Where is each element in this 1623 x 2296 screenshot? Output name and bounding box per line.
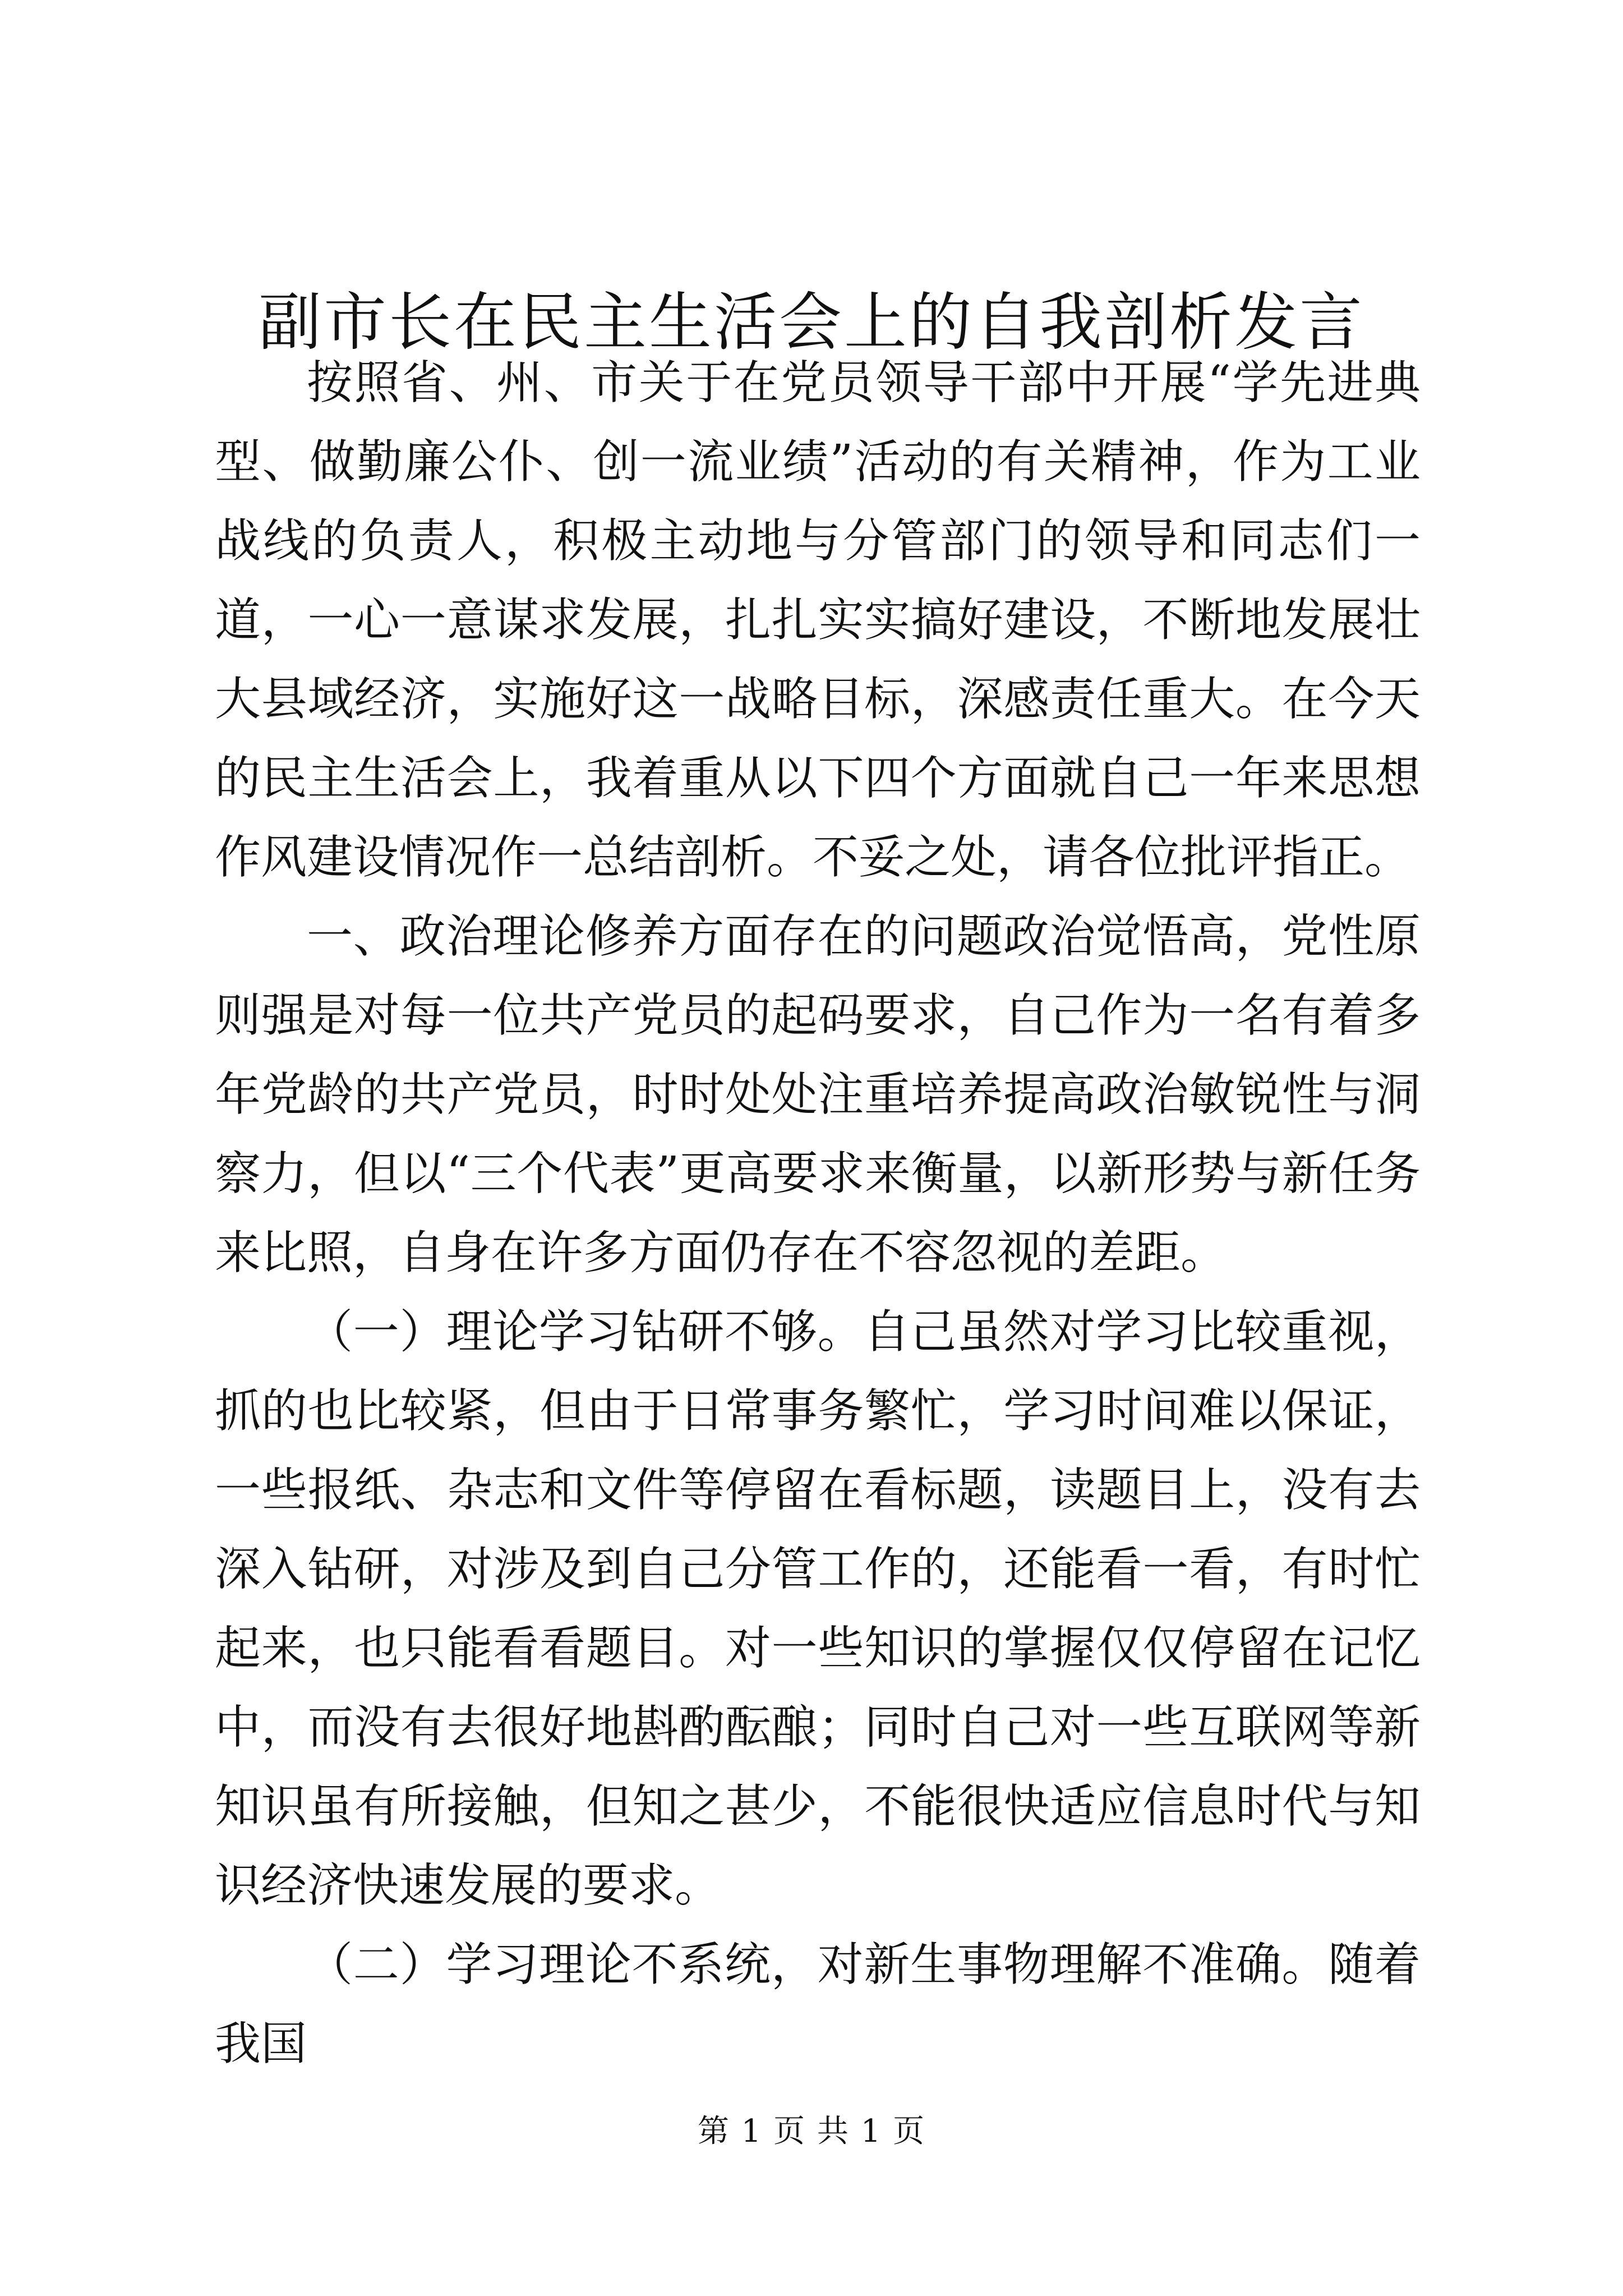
document-body: [215, 343, 1421, 2083]
paragraph-section-1: 一、政治理论修养方面存在的问题政治觉悟高，党性原则强是对每一位共产党员的起码要求，自己作为一名有着多年党龄的共产党员，时时处处注重培养提高政治敏锐性与洞察力，但以“三个代表”更高要求来衡量，以新形势与新任务来比照，自身在许多方面仍存在不容忽视的差距。: [215, 910, 1421, 1280]
paragraph-subsection-1: （一）理论学习钻研不够。自己虽然对学习比较重视，抓的也比较紧，但由于日常事务繁忙，学习时间难以保证，一些报纸、杂志和文件等停留在看标题，读题目上，没有去深入钻研，对涉及到自己分管工作的，还能看一看，有时忙起来，也只能看看题目。对一些知识的掌握仅仅停留在记忆中，而没有去很好地斟酌酝酿；同时自己对一些互联网等新知识虽有所接触，但知之甚少，不能很快适应信息时代与知识经济快速发展的要求。: [215, 1305, 1421, 1912]
paragraph-intro: 按照省、州、市关于在党员领导干部中开展“学先进典型、做勤廉公仆、创一流业绩”活动的有关精神，作为工业战线的负责人，积极主动地与分管部门的领导和同志们一道，一心一意谋求发展，扎扎实实搞好建设，不断地发展壮大县域经济，实施好这一战略目标，深感责任重大。在今天的民主生活会上，我着重从以下四个方面就自己一年来思想作风建设情况作一总结剖析。不妥之处，请各位批评指正。: [215, 356, 1421, 884]
page-footer: 第 1 页 共 1 页: [697, 2113, 926, 2150]
document-title: 副市长在民主生活会上的自我剖析发言: [259, 286, 1364, 359]
paragraph-subsection-2: （二）学习理论不系统，对新生事物理解不准确。随着我国: [215, 1938, 1421, 2070]
